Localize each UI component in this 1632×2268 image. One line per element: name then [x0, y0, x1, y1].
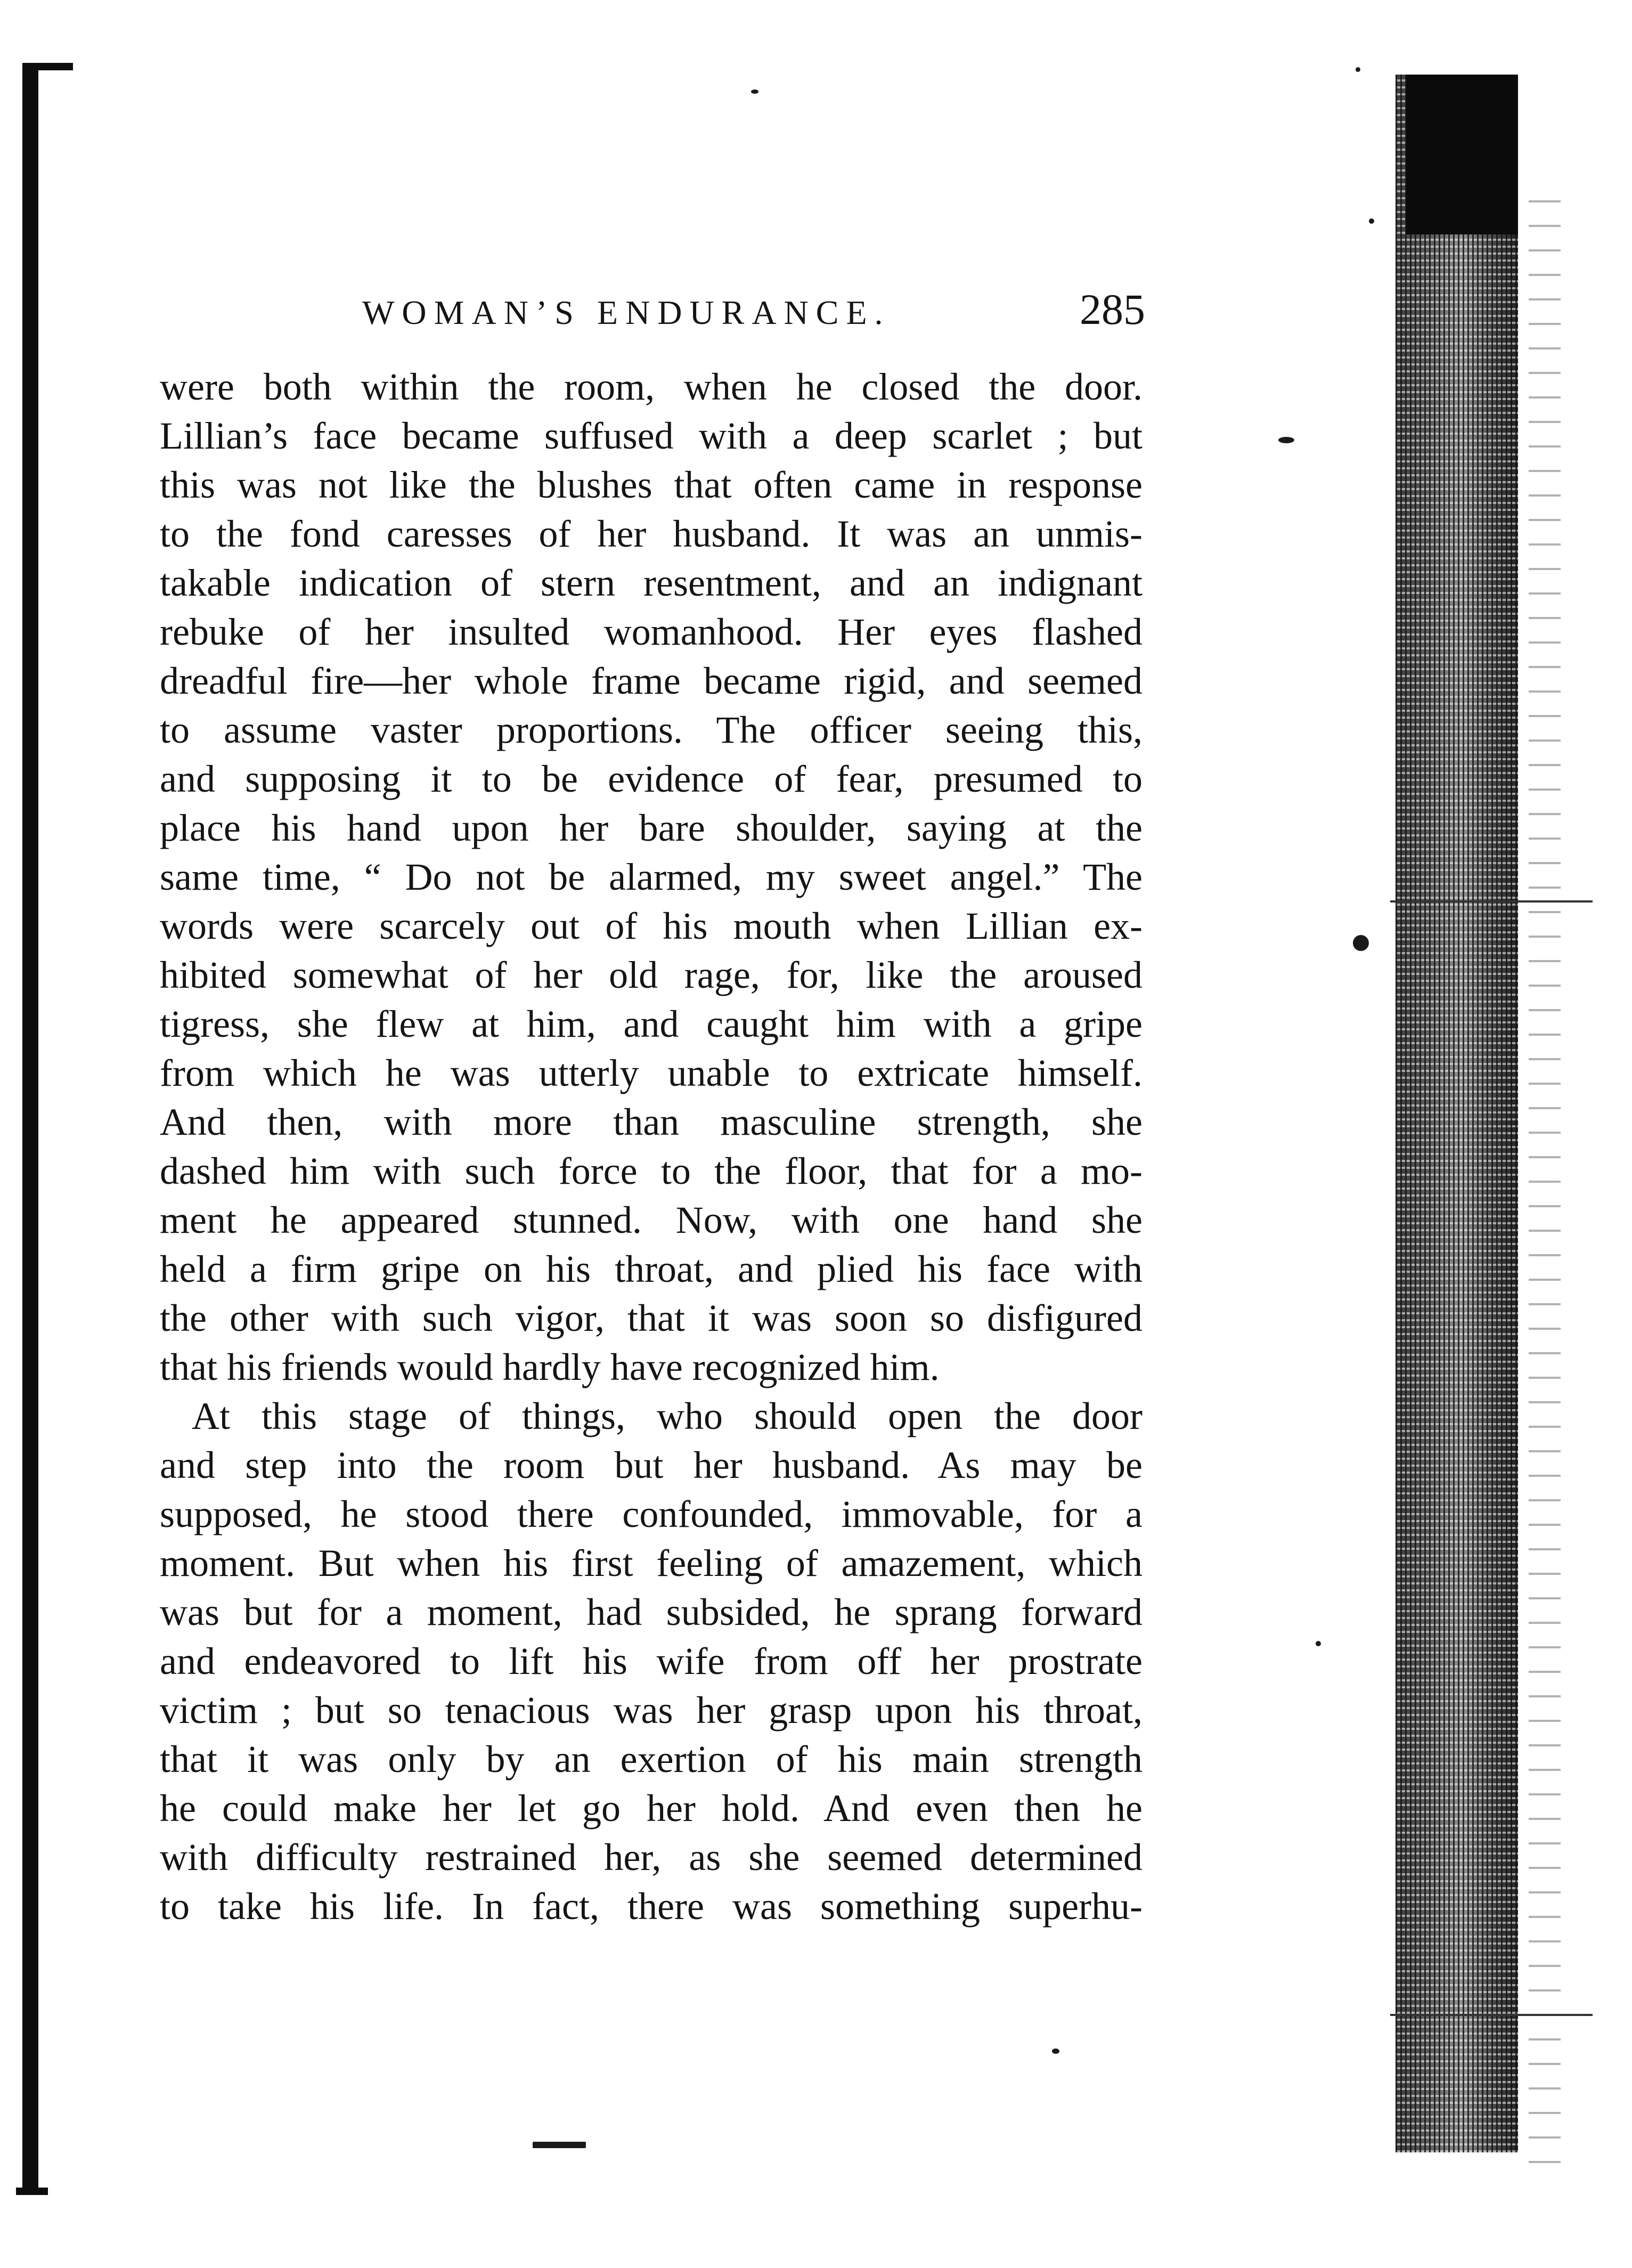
text-line: hibited somewhat of her old rage, for, like the aroused	[160, 954, 1143, 996]
text-line: were both within the room, when he closed the door.	[160, 365, 1143, 408]
gutter-rule	[1390, 900, 1593, 903]
text-line: and endeavored to lift his wife from off her prostrate	[160, 1640, 1143, 1682]
scan-speck	[1353, 935, 1369, 951]
text-line: moment. But when his first feeling of amazement, which	[160, 1542, 1143, 1584]
text-line: ment he appeared stunned. Now, with one hand she	[160, 1199, 1143, 1241]
body-text	[160, 362, 1143, 1931]
text-line: the other with such vigor, that it was soon so disfigured	[160, 1297, 1143, 1339]
scan-speck	[1356, 67, 1360, 72]
text-line: he could make her let go her hold. And even then he	[160, 1787, 1143, 1830]
text-line: place his hand upon her bare shoulder, saying at the	[160, 807, 1143, 849]
text-line: and step into the room but her husband. As may be	[160, 1444, 1143, 1486]
text-line: with difficulty restrained her, as she seemed determined	[160, 1836, 1143, 1879]
binding-rule	[22, 64, 38, 2195]
paragraph	[160, 1392, 1143, 1931]
text-line: takable indication of stern resentment, and an indignant	[160, 562, 1143, 604]
paragraph	[160, 362, 1143, 1392]
scan-speck	[1052, 2048, 1059, 2054]
running-title: WOMAN’S ENDURANCE.	[362, 294, 891, 331]
text-line: same time, “ Do not be alarmed, my sweet angel.” The	[160, 856, 1143, 898]
text-line: was but for a moment, had subsided, he sprang forward	[160, 1591, 1143, 1633]
text-line: supposed, he stood there confounded, immovable, for a	[160, 1493, 1143, 1535]
text-line: dreadful fire—her whole frame became rigid, and seemed	[160, 660, 1143, 702]
page-number: 285	[1080, 285, 1145, 334]
scan-speck	[1369, 218, 1374, 224]
text-line: dashed him with such force to the floor, that for a mo-	[160, 1150, 1143, 1192]
text-line: tigress, she flew at him, and caught him with a gripe	[160, 1003, 1143, 1045]
scan-speck	[1316, 1641, 1321, 1646]
scanned-gutter-edge	[1396, 75, 1518, 2152]
text-line: victim ; but so tenacious was her grasp upon his throat,	[160, 1689, 1143, 1732]
text-line: that it was only by an exertion of his main strength	[160, 1738, 1143, 1781]
text-line: At this stage of things, who should open the door	[192, 1395, 1143, 1437]
scan-speck	[533, 2142, 586, 2148]
text-line: that his friends would hardly have recognized him.	[160, 1346, 940, 1388]
gutter-rule	[1390, 2014, 1593, 2016]
text-line: to take his life. In fact, there was something superhu-	[160, 1885, 1143, 1928]
binding-rule-cap-bottom	[16, 2188, 48, 2195]
text-line: and supposing it to be evidence of fear, presumed to	[160, 758, 1143, 800]
scan-speck	[751, 90, 758, 94]
text-line: this was not like the blushes that often came in response	[160, 464, 1143, 506]
text-line: to assume vaster proportions. The officer seeing this,	[160, 709, 1143, 751]
adjacent-page-text-edge	[1529, 192, 1561, 2163]
text-line: words were scarcely out of his mouth when Lillian ex-	[160, 905, 1143, 947]
scan-speck	[1278, 437, 1294, 443]
text-line: from which he was utterly unable to extricate himself.	[160, 1052, 1143, 1094]
text-line: held a firm gripe on his throat, and plied his face with	[160, 1248, 1143, 1290]
scanned-gutter-shadow	[1406, 75, 1518, 234]
text-line: Lillian’s face became suffused with a deep scarlet ; but	[160, 414, 1143, 457]
text-line: to the fond caresses of her husband. It was an unmis-	[160, 513, 1143, 555]
text-line: rebuke of her insulted womanhood. Her eyes flashed	[160, 611, 1143, 653]
text-line: And then, with more than masculine strength, she	[160, 1101, 1143, 1143]
running-header	[160, 281, 1145, 340]
